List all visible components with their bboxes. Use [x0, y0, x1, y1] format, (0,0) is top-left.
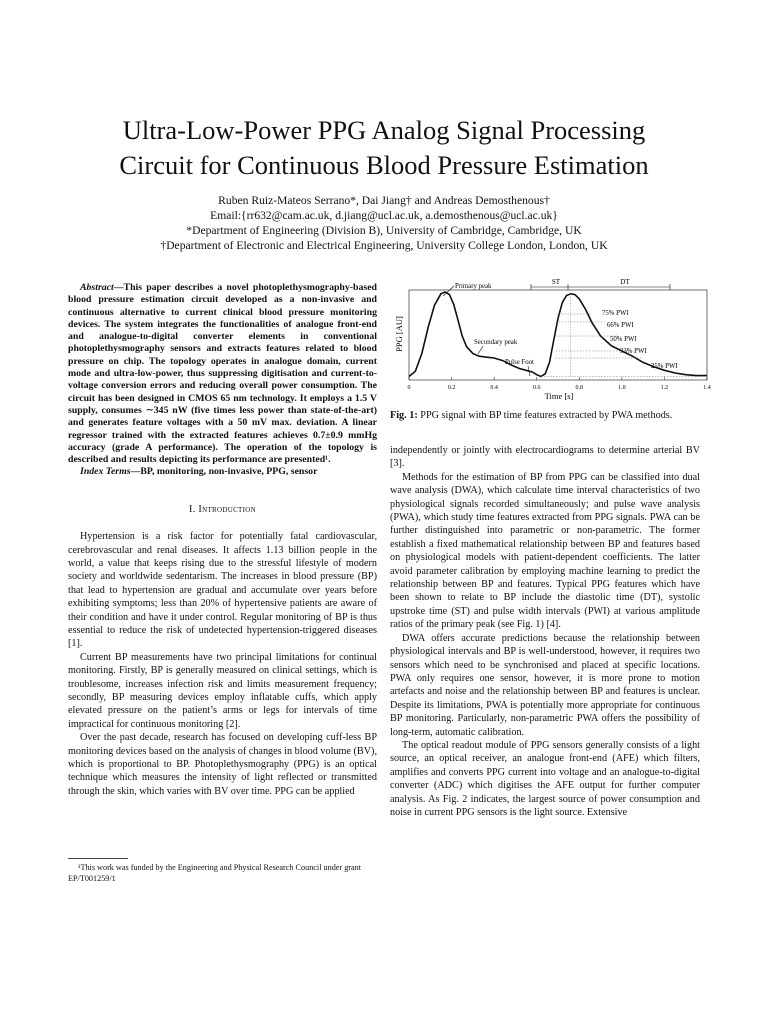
author-block — [40, 193, 728, 253]
left-column — [68, 282, 377, 798]
x-tick-label: 0.2 — [447, 385, 456, 391]
index-terms-label: Index Terms — [80, 466, 131, 478]
author-names: Ruben Ruiz-Mateos Serrano*, Dai Jiang† and Andreas Demosthenous† — [218, 194, 550, 207]
section-numeral: I. — [189, 503, 196, 515]
x-tick-label: 1.4 — [703, 385, 711, 391]
x-tick-label: 0.8 — [575, 385, 584, 391]
paper-title — [40, 113, 728, 183]
annotation-pulse-foot: Pulse Foot — [505, 359, 534, 366]
x-tick-label: 0.6 — [532, 385, 541, 391]
label-pwi-25: 25% PWI — [651, 363, 678, 370]
intro-paragraph-3: Over the past decade, research has focused on developing cuff-less BP monitoring devices based on the analysis of changes in blood volume (BV), which is proportional to BP. Photoplethysmography (PPG) is an optical technique which measures the intensity of light reflected or transmitted through the skin, which varies with BV over time. PPG can be applied — [68, 732, 377, 797]
x-tick-label: 0 — [407, 385, 411, 391]
label-pwi-33: 33% PWI — [620, 348, 647, 355]
footnote — [68, 858, 377, 884]
arrow-secondary-peak — [478, 346, 483, 354]
affiliation-ucl: †Department of Electronic and Electrical Engineering, University College London, London, UK — [160, 239, 608, 252]
label-pwi-66: 66% PWI — [607, 322, 634, 329]
x-tick-label: 1.2 — [660, 385, 669, 391]
annotation-st: ST — [551, 278, 561, 286]
x-tick-labels — [408, 377, 711, 391]
figure-caption — [390, 409, 705, 422]
abstract-dash: — — [113, 282, 124, 293]
label-pwi-50: 50% PWI — [610, 336, 637, 343]
abstract-label: Abstract — [80, 282, 114, 293]
x-axis-label: Time [s] — [544, 391, 574, 401]
right-paragraph-1: independently or jointly with electrocardiograms to determine arterial BV [3]. — [390, 445, 700, 470]
intro-paragraph-2: Current BP measurements have two principal limitations for continual monitoring. Firstly, BP is generally measured on clinical settings, which is troublesome, increases infection risk and limits measurement frequency; secondly, BP measuring devices employ inflatable cuffs, which apply elevated pressure on the patient’s arms or legs for intervals of time impractical for continuous monitoring [2]. — [68, 651, 377, 730]
abstract-text: This paper describes a novel photoplethysmography-based blood pressure estimation circuit developed as a non-invasive and continuous alternative to current clinical blood pressure monitoring devices. The system integrates the functionalities of analogue front-end and analogue-to-digital converter elements in conventional photoplethysmography sensors and extracts features related to blood pressure on chip. The topology operates in analogue domain, current mode and ultra-low-power, thus suppressing digitisation and current-to-voltage conversion errors and reducing overall power consumption. The circuit has been designed in CMOS 65 nm technology. It employs a 1.5 V supply, consumes ∼345 nW (five times less power than state-of-the-art) and generates feature voltages with a 50 mV max. deviation. A linear regressor trained with the extracted features achieves 0.7±0.9 mmHg accuracy (grade A performance). The operation of the topology is described and results depicting its performance are presented¹. — [68, 282, 377, 466]
figure-caption-label: Fig. 1: — [390, 410, 418, 421]
figure-caption-text: PPG signal with BP time features extracted by PWA methods. — [417, 410, 673, 421]
right-paragraph-4: The optical readout module of PPG sensors generally consists of a light source, an optical receiver, an analogue front-end (AFE) which filters, amplifies and converts PPG current into voltage and an analogue-to-digital converter (ADC) which digitises the AFE output for further computer analysis. As Fig. 2 indicates, the largest source of power consumption and noise in current PPG sensors is the light source. Extensive — [390, 739, 700, 818]
affiliation-cambridge: *Department of Engineering (Division B), University of Cambridge, Cambridge, UK — [186, 224, 582, 237]
x-tick-label: 1.0 — [618, 385, 626, 391]
author-emails: Email:{rr632@cam.ac.uk, d.jiang@ucl.ac.uk, a.demosthenous@ucl.ac.uk} — [210, 209, 558, 222]
right-column — [390, 444, 700, 819]
index-terms-text: —BP, monitoring, non-invasive, PPG, sensor — [130, 466, 318, 478]
title-line-1: Ultra-Low-Power PPG Analog Signal Processing — [122, 115, 646, 145]
right-paragraph-3: DWA offers accurate predictions because the relationship between physiological intervals and BP is well-understood, however, it requires two sensors which need to be synchronised and placed at specific locations. PWA only requires one sensor, however, it is more prone to motion artefacts and noise and the relationship between BP and features is unclear. Despite its limitations, PWA is potentially more appropriate for continuous BP monitoring. Particularly, non-parametric PWA offers the possibility of long-term, automatic calibration. — [390, 632, 700, 738]
y-axis-label: PPG [AU] — [394, 316, 404, 352]
abstract — [68, 282, 377, 479]
ppg-figure — [388, 272, 711, 402]
footnote-text: ¹This work was funded by the Engineering and Physical Research Council under grant EP/T001259/1 — [68, 863, 362, 883]
section-heading-introduction — [68, 503, 377, 516]
index-terms — [68, 466, 377, 478]
right-paragraph-2: Methods for the estimation of BP from PPG can be classified into dual wave analysis (DWA), which calculate time interval characteristics of two physiological signals recorded simultaneously; and pulse wave analysis (PWA), which study time features extracted from PPG signals. PWA can be further distinguished into parametric or non-parametric. The former establish a fixed mathematical relationship between BP and features based on physiological models with patient-dependent coefficients. The latter avoid parameter calibration by employing machine learning to predict the relationship between BP and features. Typical PPG features which have been shown to relate to BP include the diastolic time (DT), systolic upstroke time (ST) and pulse width intervals (PWI) at various amplitude ratios of the primary peak (see Fig. 1) [4]. — [390, 471, 700, 631]
label-pwi-75: 75% PWI — [602, 310, 629, 317]
abstract-paragraph — [68, 282, 377, 466]
x-tick-label: 0.4 — [490, 385, 498, 391]
section-title: Introduction — [198, 503, 256, 515]
title-line-2: Circuit for Continuous Blood Pressure Estimation — [119, 150, 649, 180]
footnote-rule — [68, 858, 128, 859]
annotation-primary-peak: Primary peak — [455, 283, 492, 290]
annotation-secondary-peak: Secondary peak — [474, 339, 518, 346]
annotation-dt: DT — [620, 278, 630, 286]
intro-paragraph-1: Hypertension is a risk factor for potentially fatal cardiovascular, cerebrovascular and renal diseases. It affects 1.13 billion people in the world, a value that keeps rising due to the stressful lifestyle of modern society and worldwide sedentarism. The increases in blood pressure (BP) that lead to hypertension are gradual and accumulate over years before exhibiting symptoms; less than 20% of hypertensive patients are aware of their condition and have it under control. Regular monitoring of BP is thus essential to reduce the risk of undetected hypertension-triggered diseases [1]. — [68, 531, 377, 650]
